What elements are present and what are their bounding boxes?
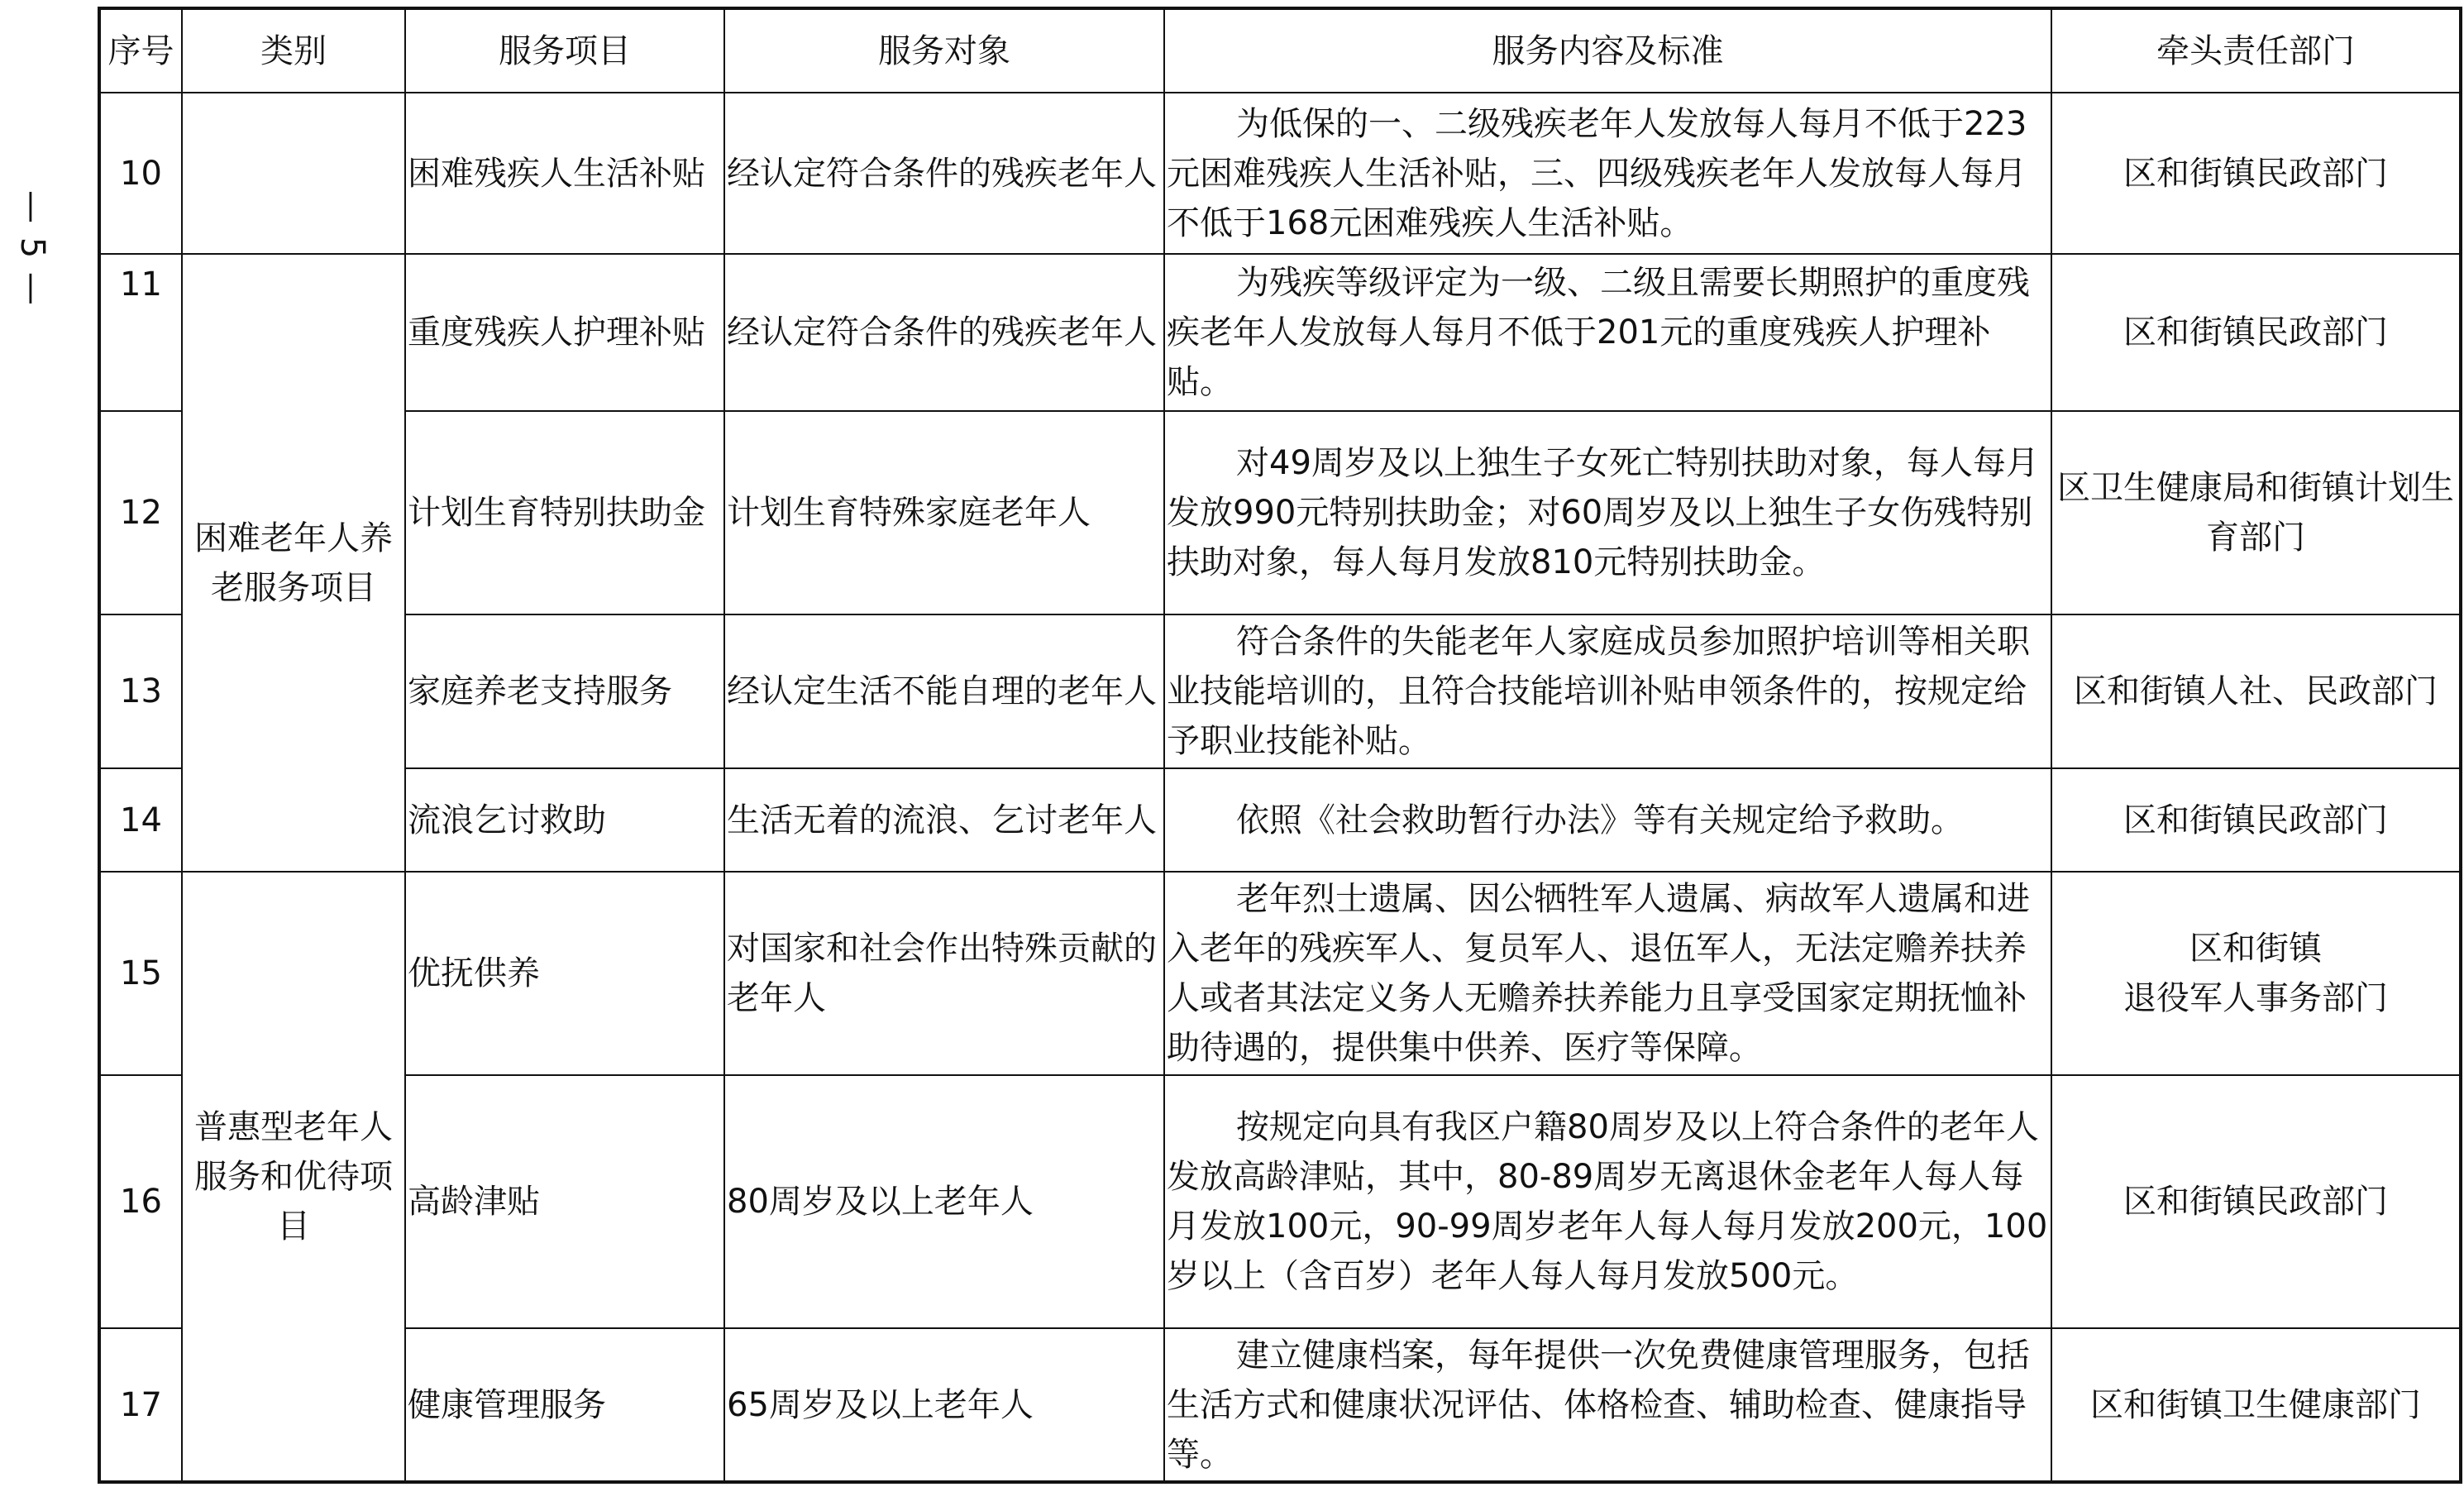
service-item: 优抚供养 [405, 872, 724, 1075]
service-item: 重度残疾人护理补贴 [405, 254, 724, 411]
service-content-text: 为残疾等级评定为一级、二级且需要长期照护的重度残疾老年人发放每人每月不低于201元的重度残疾人护理补贴。 [1167, 264, 2030, 401]
table-row [99, 1328, 2461, 1482]
service-content-text: 对49周岁及以上独生子女死亡特别扶助对象，每人每月发放990元特别扶助金；对60周岁及以上独生子女伤残特别扶助对象，每人每月发放810元特别扶助金。 [1167, 444, 2039, 581]
service-content [1164, 93, 2051, 254]
responsible-dept: 区和街镇民政部门 [2051, 1075, 2461, 1328]
table-row [99, 254, 2461, 411]
services-table [98, 7, 2462, 1484]
row-index: 12 [99, 411, 182, 614]
table-row [99, 872, 2461, 1075]
service-content-text: 老年烈士遗属、因公牺牲军人遗属、病故军人遗属和进入老年的残疾军人、复员军人、退伍军人，无法定赡养扶养人或者其法定义务人无赡养扶养能力且享受国家定期抚恤补助待遇的，提供集中供养、医疗等保障。 [1167, 880, 2030, 1067]
responsible-dept: 区和街镇民政部门 [2051, 93, 2461, 254]
service-item: 困难残疾人生活补贴 [405, 93, 724, 254]
table-row [99, 93, 2461, 254]
responsible-dept-line1: 区和街镇 [2189, 930, 2322, 968]
service-item: 高龄津贴 [405, 1075, 724, 1328]
header-index: 序号 [99, 8, 182, 93]
header-row [99, 8, 2461, 93]
service-content [1164, 411, 2051, 614]
row-index: 15 [99, 872, 182, 1075]
row-index: 13 [99, 614, 182, 768]
service-content-text: 为低保的一、二级残疾老年人发放每人每月不低于223元困难残疾人生活补贴，三、四级残疾老年人发放每人每月不低于168元困难残疾人生活补贴。 [1167, 104, 2027, 242]
row-index: 10 [99, 93, 182, 254]
responsible-dept: 区卫生健康局和街镇计划生育部门 [2051, 411, 2461, 614]
service-content-text: 依照《社会救助暂行办法》等有关规定给予救助。 [1236, 801, 1964, 839]
table-row [99, 411, 2461, 614]
service-target: 生活无着的流浪、乞讨老年人 [724, 768, 1164, 872]
service-target: 对国家和社会作出特殊贡献的老年人 [724, 872, 1164, 1075]
service-content [1164, 768, 2051, 872]
service-target: 计划生育特殊家庭老年人 [724, 411, 1164, 614]
header-target: 服务对象 [724, 8, 1164, 93]
responsible-dept: 区和街镇人社、民政部门 [2051, 614, 2461, 768]
row-index: 17 [99, 1328, 182, 1482]
row-index: 14 [99, 768, 182, 872]
responsible-dept: 区和街镇民政部门 [2051, 254, 2461, 411]
service-target: 经认定生活不能自理的老年人 [724, 614, 1164, 768]
service-content [1164, 872, 2051, 1075]
service-target: 经认定符合条件的残疾老年人 [724, 93, 1164, 254]
service-item: 健康管理服务 [405, 1328, 724, 1482]
service-content [1164, 254, 2051, 411]
responsible-dept: 区和街镇民政部门 [2051, 768, 2461, 872]
service-item: 流浪乞讨救助 [405, 768, 724, 872]
table-row [99, 768, 2461, 872]
row-index: 16 [99, 1075, 182, 1328]
service-item: 家庭养老支持服务 [405, 614, 724, 768]
service-content [1164, 1328, 2051, 1482]
page-number: — 5 — [13, 190, 51, 307]
header-dept: 牵头责任部门 [2051, 8, 2461, 93]
category-difficult-elderly: 困难老年人养老服务项目 [182, 254, 405, 872]
service-target: 65周岁及以上老年人 [724, 1328, 1164, 1482]
service-content [1164, 614, 2051, 768]
service-content [1164, 1075, 2051, 1328]
header-category: 类别 [182, 8, 405, 93]
responsible-dept-line2: 退役军人事务部门 [2123, 979, 2388, 1017]
service-content-text: 按规定向具有我区户籍80周岁及以上符合条件的老年人发放高龄津贴，其中，80-89周岁无离退休金老年人每人每月发放100元，90-99周岁老年人每人每月发放200元，100岁以上（含百岁）老年人每人每月发放500元。 [1167, 1108, 2048, 1295]
header-item: 服务项目 [405, 8, 724, 93]
service-item: 计划生育特别扶助金 [405, 411, 724, 614]
category-cell-empty [182, 93, 405, 254]
service-content-text: 建立健康档案，每年提供一次免费健康管理服务，包括生活方式和健康状况评估、体格检查、辅助检查、健康指导等。 [1167, 1336, 2030, 1474]
category-universal-elderly: 普惠型老年人服务和优待项目 [182, 872, 405, 1482]
row-index: 11 [99, 254, 182, 411]
service-target: 经认定符合条件的残疾老年人 [724, 254, 1164, 411]
service-content-text: 符合条件的失能老年人家庭成员参加照护培训等相关职业技能培训的，且符合技能培训补贴申领条件的，按规定给予职业技能补贴。 [1167, 623, 2030, 760]
table-row [99, 1075, 2461, 1328]
responsible-dept [2051, 872, 2461, 1075]
service-target: 80周岁及以上老年人 [724, 1075, 1164, 1328]
header-content: 服务内容及标准 [1164, 8, 2051, 93]
responsible-dept: 区和街镇卫生健康部门 [2051, 1328, 2461, 1482]
table-row [99, 614, 2461, 768]
